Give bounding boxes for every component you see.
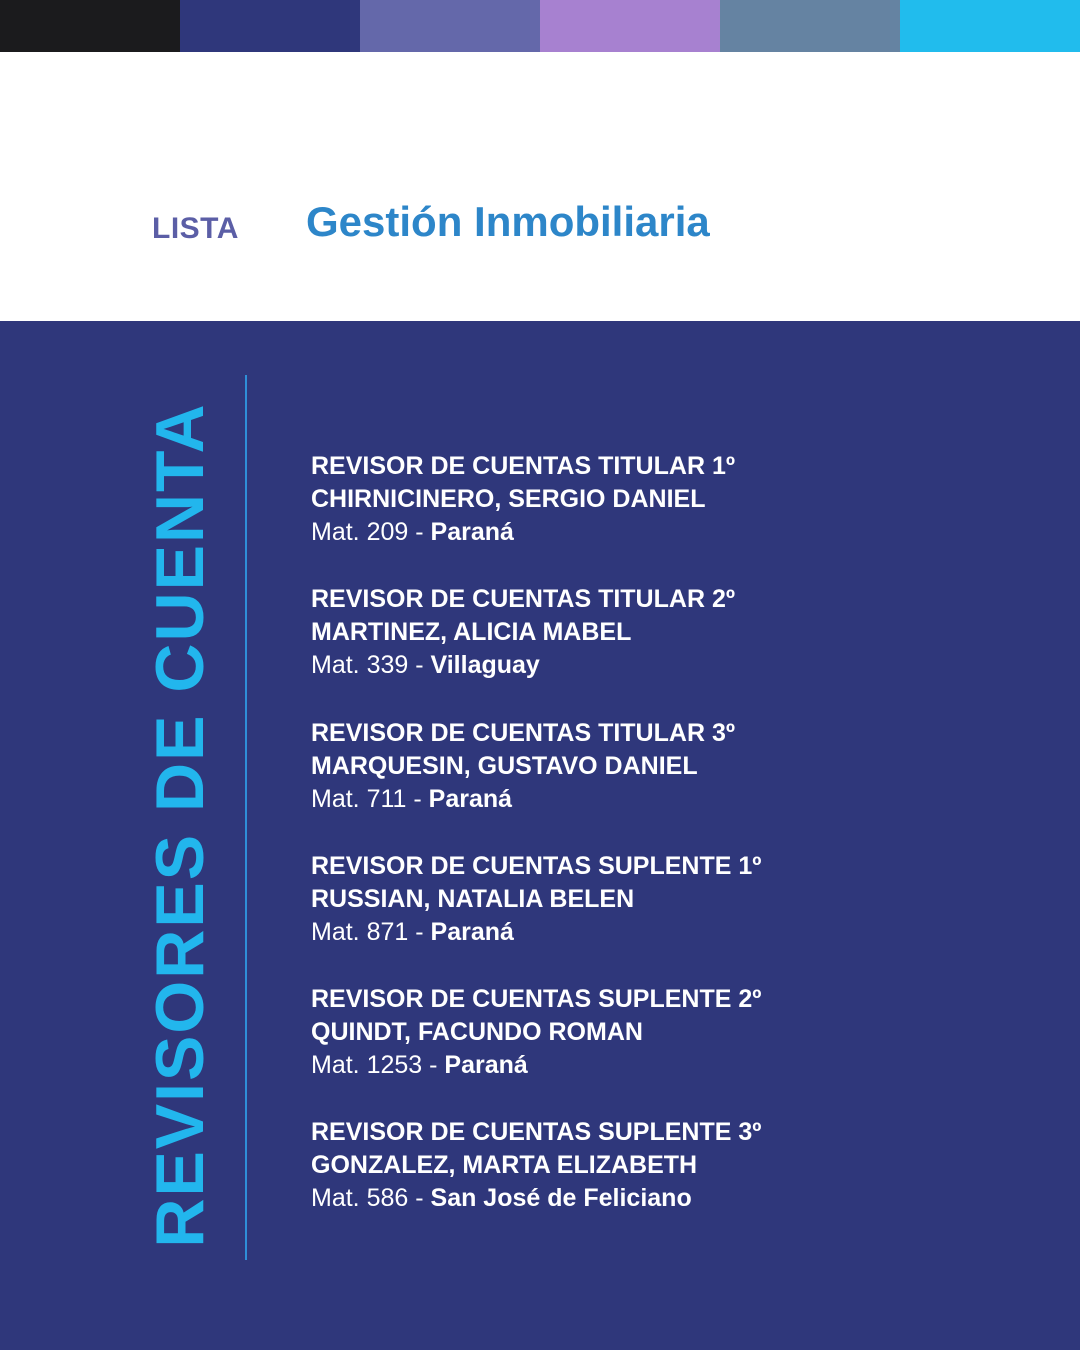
reviewer-role: REVISOR DE CUENTAS SUPLENTE 2º <box>311 985 762 1014</box>
reviewer-mat: Mat. 871 - <box>311 917 424 946</box>
reviewer-entry <box>311 983 1011 1116</box>
reviewer-meta <box>311 783 1011 816</box>
color-stripe-black <box>0 0 180 52</box>
color-stripe-bar <box>0 0 1080 52</box>
reviewer-entry <box>311 450 1011 583</box>
reviewer-name: CHIRNICINERO, SERGIO DANIEL <box>311 485 706 513</box>
reviewer-name: QUINDT, FACUNDO ROMAN <box>311 1018 643 1047</box>
reviewer-city: San José de Feliciano <box>430 1184 692 1213</box>
section-title-wrap <box>140 402 220 1248</box>
list-name: Gestión Inmobiliaria <box>306 198 710 245</box>
color-stripe-slate <box>720 0 900 52</box>
reviewer-mat: Mat. 209 - <box>311 518 424 546</box>
reviewer-name: MARTINEZ, ALICIA MABEL <box>311 618 632 647</box>
reviewer-mat: Mat. 586 - <box>311 1184 424 1213</box>
reviewer-role: REVISOR DE CUENTAS TITULAR 2º <box>311 585 735 614</box>
section-title: REVISORES DE CUENTA <box>142 402 218 1248</box>
reviewer-name: GONZALEZ, MARTA ELIZABETH <box>311 1151 698 1180</box>
reviewer-list <box>311 450 1011 1250</box>
reviewer-role: REVISOR DE CUENTAS SUPLENTE 3º <box>311 1118 762 1147</box>
divider-line <box>245 375 247 1260</box>
reviewer-city: Paraná <box>430 518 514 546</box>
reviewer-city: Paraná <box>428 784 513 813</box>
reviewer-role: REVISOR DE CUENTAS TITULAR 1º <box>311 452 735 480</box>
reviewer-meta <box>311 916 1011 949</box>
color-stripe-navy <box>180 0 360 52</box>
reviewer-city: Villaguay <box>430 651 540 680</box>
list-label: LISTA <box>152 212 239 245</box>
color-stripe-lavender <box>540 0 720 52</box>
reviewer-entry <box>311 1116 1011 1249</box>
color-stripe-cyan <box>900 0 1080 52</box>
reviewer-role: REVISOR DE CUENTAS SUPLENTE 1º <box>311 851 762 880</box>
color-stripe-indigo <box>360 0 540 52</box>
reviewer-entry <box>311 583 1011 716</box>
reviewer-meta <box>311 1049 1011 1082</box>
reviewer-city: Paraná <box>444 1051 528 1080</box>
reviewer-meta <box>311 649 1011 682</box>
reviewer-entry <box>311 850 1011 983</box>
reviewer-mat: Mat. 1253 - <box>311 1051 438 1080</box>
reviewer-name: MARQUESIN, GUSTAVO DANIEL <box>311 751 698 780</box>
reviewer-mat: Mat. 711 - <box>311 784 422 813</box>
reviewer-mat: Mat. 339 - <box>311 651 424 680</box>
reviewer-name: RUSSIAN, NATALIA BELEN <box>311 884 635 913</box>
reviewer-city: Paraná <box>430 917 514 946</box>
reviewer-entry <box>311 717 1011 850</box>
reviewer-role: REVISOR DE CUENTAS TITULAR 3º <box>311 718 735 747</box>
reviewer-meta <box>311 516 1011 549</box>
reviewer-meta <box>311 1182 1011 1215</box>
header <box>0 52 1080 321</box>
